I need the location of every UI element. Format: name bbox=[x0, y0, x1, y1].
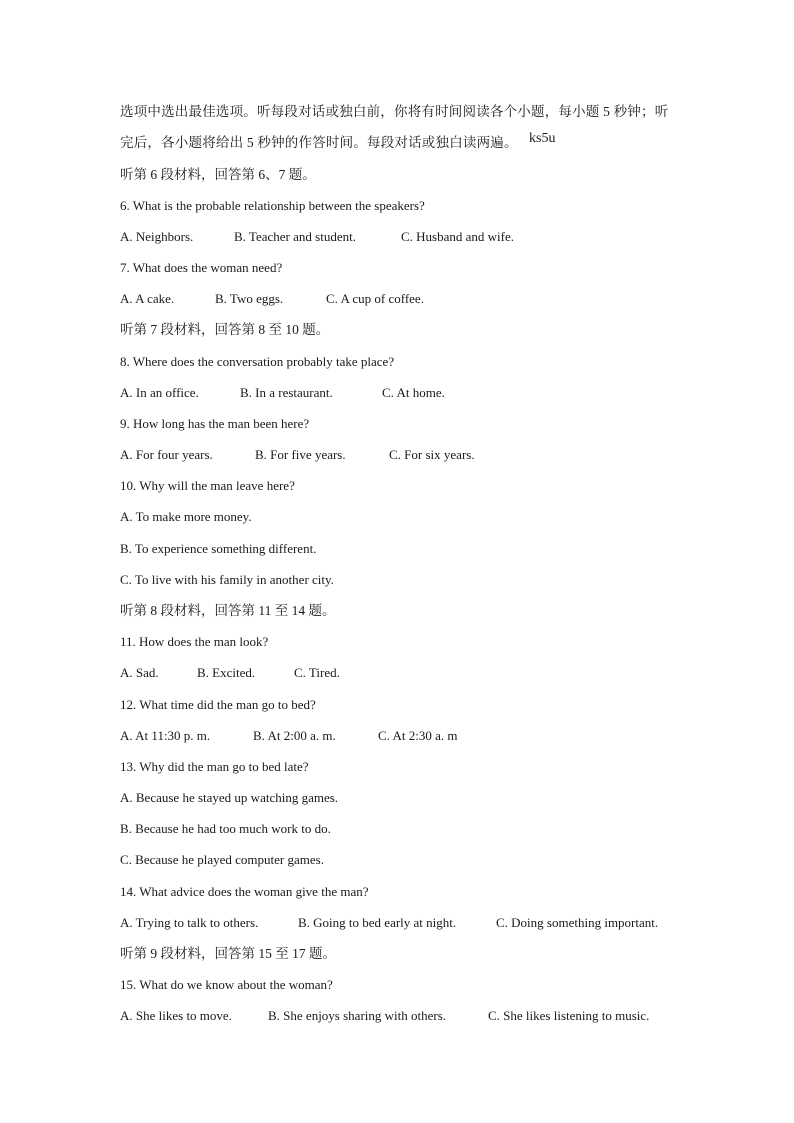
q6-option-a: A. Neighbors. bbox=[120, 229, 194, 244]
q10-option-b: B. To experience something different. bbox=[120, 541, 317, 556]
question-14: 14. What advice does the woman give the man? bbox=[120, 884, 369, 899]
q9-option-b: B. For five years. bbox=[255, 447, 346, 462]
q6-option-c: C. Husband and wife. bbox=[401, 229, 515, 244]
q15-option-c: C. She likes listening to music. bbox=[488, 1008, 650, 1023]
q11-option-c: C. Tired. bbox=[294, 665, 340, 680]
q12-option-c: C. At 2:30 a. m bbox=[378, 728, 458, 743]
q8-option-c: C. At home. bbox=[382, 385, 445, 400]
q8-option-a: A. In an office. bbox=[120, 385, 199, 400]
question-13: 13. Why did the man go to bed late? bbox=[120, 759, 309, 774]
q11-option-a: A. Sad. bbox=[120, 665, 159, 680]
q13-option-c: C. Because he played computer games. bbox=[120, 852, 324, 867]
question-8: 8. Where does the conversation probably take place? bbox=[120, 354, 395, 369]
question-11: 11. How does the man look? bbox=[120, 634, 269, 649]
instruction-line-2: 完后，各小题将给出 5 秒钟的作答时间。每段对话或独白读两遍。 bbox=[120, 135, 518, 150]
ks5u-mark: ks5u bbox=[529, 131, 556, 146]
question-10: 10. Why will the man leave here? bbox=[120, 478, 295, 493]
q9-option-a: A. For four years. bbox=[120, 447, 213, 462]
q7-option-a: A. A cake. bbox=[120, 291, 175, 306]
q14-option-c: C. Doing something important. bbox=[496, 915, 659, 930]
question-6: 6. What is the probable relationship between the speakers? bbox=[120, 198, 425, 213]
section-heading-9: 听第 9 段材料，回答第 15 至 17 题。 bbox=[120, 946, 336, 961]
q15-option-b: B. She enjoys sharing with others. bbox=[268, 1008, 447, 1023]
section-heading-6: 听第 6 段材料，回答第 6、7 题。 bbox=[120, 167, 316, 182]
q8-option-b: B. In a restaurant. bbox=[240, 385, 333, 400]
q13-option-b: B. Because he had too much work to do. bbox=[120, 821, 331, 836]
q15-option-a: A. She likes to move. bbox=[120, 1008, 232, 1023]
q11-option-b: B. Excited. bbox=[197, 665, 256, 680]
section-heading-8: 听第 8 段材料，回答第 11 至 14 题。 bbox=[120, 603, 336, 618]
q10-option-c: C. To live with his family in another city. bbox=[120, 572, 334, 587]
instruction-line-1: 选项中选出最佳选项。听每段对话或独白前，你将有时间阅读各个小题，每小题 5 秒钟；听 bbox=[120, 104, 669, 119]
q10-option-a: A. To make more money. bbox=[120, 509, 252, 524]
section-heading-7: 听第 7 段材料，回答第 8 至 10 题。 bbox=[120, 322, 330, 337]
question-7: 7. What does the woman need? bbox=[120, 260, 283, 275]
q7-option-b: B. Two eggs. bbox=[215, 291, 284, 306]
question-12: 12. What time did the man go to bed? bbox=[120, 697, 316, 712]
q7-option-c: C. A cup of coffee. bbox=[326, 291, 424, 306]
q9-option-c: C. For six years. bbox=[389, 447, 475, 462]
question-15: 15. What do we know about the woman? bbox=[120, 977, 333, 992]
question-9: 9. How long has the man been here? bbox=[120, 416, 310, 431]
q12-option-b: B. At 2:00 a. m. bbox=[253, 728, 336, 743]
q13-option-a: A. Because he stayed up watching games. bbox=[120, 790, 339, 805]
q14-option-a: A. Trying to talk to others. bbox=[120, 915, 259, 930]
q14-option-b: B. Going to bed early at night. bbox=[298, 915, 457, 930]
q6-option-b: B. Teacher and student. bbox=[234, 229, 356, 244]
q12-option-a: A. At 11:30 p. m. bbox=[120, 728, 211, 743]
